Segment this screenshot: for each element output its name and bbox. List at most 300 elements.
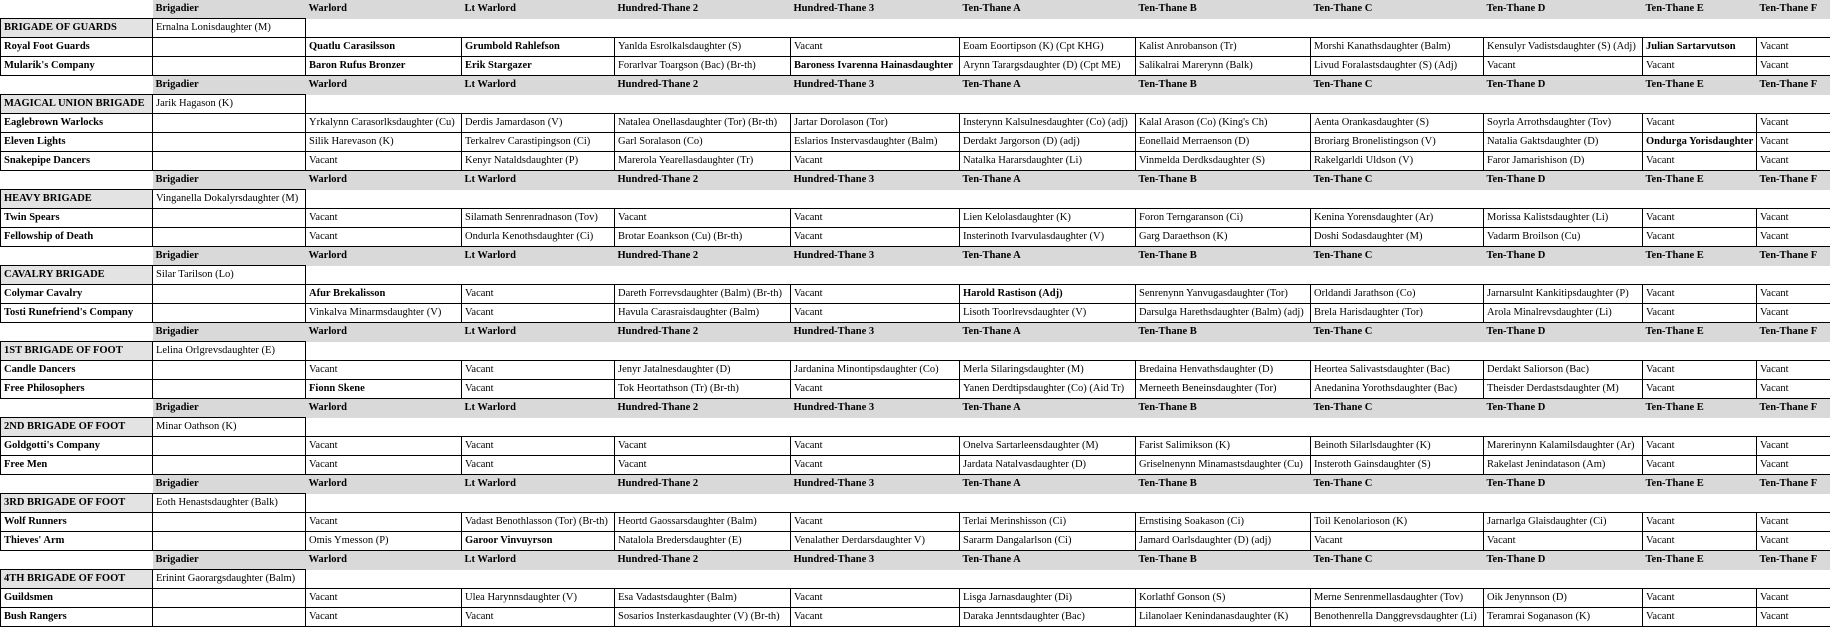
- column-header-ten-thane-b: Ten-Thane B: [1136, 0, 1311, 19]
- officer-cell-ten-thane-f: Vacant: [1757, 133, 1830, 152]
- brigade-row-spacer: [1136, 342, 1311, 361]
- brigadier-name: Eoth Henastsdaughter (Balk): [153, 494, 306, 513]
- column-header-ten-thane-e: Ten-Thane E: [1643, 0, 1757, 19]
- officer-cell-ten-thane-c: Beinoth Silarlsdaughter (K): [1311, 437, 1484, 456]
- officer-cell-brigadier: [153, 456, 306, 475]
- officer-cell-ten-thane-b: Griselnenynn Minamastsdaughter (Cu): [1136, 456, 1311, 475]
- officer-cell-ten-thane-c: Aenta Orankasdaughter (S): [1311, 114, 1484, 133]
- officer-cell-warlord: Yrkalynn Carasorlksdaughter (Cu): [306, 114, 462, 133]
- unit-row: [1, 532, 1830, 551]
- brigade-row-spacer: [1757, 418, 1830, 437]
- officer-cell-ten-thane-d: Arola Minalrevsdaughter (Li): [1484, 304, 1643, 323]
- unit-name: Royal Foot Guards: [1, 38, 153, 57]
- column-header-hundred-thane-2: Hundred-Thane 2: [615, 323, 791, 342]
- officer-cell-ten-thane-d: Faror Jamarishison (D): [1484, 152, 1643, 171]
- column-header-row: [1, 76, 1830, 95]
- unit-row: [1, 437, 1830, 456]
- brigade-row-1st-brigade-of-foot: [1, 342, 1830, 361]
- brigade-row-spacer: [306, 494, 462, 513]
- officer-cell-ten-thane-a: Terlai Merinshisson (Ci): [960, 513, 1136, 532]
- brigadier-name: Silar Tarilson (Lo): [153, 266, 306, 285]
- column-header-ten-thane-a: Ten-Thane A: [960, 475, 1136, 494]
- officer-cell-ten-thane-a: Arynn Tarargsdaughter (D) (Cpt ME): [960, 57, 1136, 76]
- officer-cell-hundred-thane-3: Venalather Derdarsdaughter V): [791, 532, 960, 551]
- unit-name: Free Men: [1, 456, 153, 475]
- brigade-row-spacer: [462, 266, 615, 285]
- officer-cell-hundred-thane-3: Vacant: [791, 304, 960, 323]
- officer-cell-lt-warlord: Vadast Benothlasson (Tor) (Br-th): [462, 513, 615, 532]
- brigade-row-spacer: [1311, 418, 1484, 437]
- brigade-row-cavalry-brigade: [1, 266, 1830, 285]
- officer-cell-warlord: Vacant: [306, 513, 462, 532]
- brigade-row-spacer: [960, 570, 1136, 589]
- brigade-row-spacer: [1311, 95, 1484, 114]
- officer-cell-ten-thane-d: Teramrai Soganason (K): [1484, 608, 1643, 627]
- officer-cell-ten-thane-e: Vacant: [1643, 361, 1757, 380]
- brigade-row-spacer: [1757, 570, 1830, 589]
- column-header-hundred-thane-2: Hundred-Thane 2: [615, 171, 791, 190]
- brigade-row-spacer: [960, 342, 1136, 361]
- roster-body: [1, 0, 1830, 627]
- officer-cell-ten-thane-d: Soyrla Arrothsdaughter (Tov): [1484, 114, 1643, 133]
- column-header-brigadier: Brigadier: [153, 323, 306, 342]
- unit-name: Candle Dancers: [1, 361, 153, 380]
- column-header-ten-thane-b: Ten-Thane B: [1136, 76, 1311, 95]
- officer-cell-lt-warlord: Terkalrev Carastipingson (Ci): [462, 133, 615, 152]
- officer-cell-brigadier: [153, 513, 306, 532]
- column-header-ten-thane-d: Ten-Thane D: [1484, 0, 1643, 19]
- officer-cell-warlord: Vacant: [306, 228, 462, 247]
- brigade-row-spacer: [615, 342, 791, 361]
- officer-cell-brigadier: [153, 608, 306, 627]
- unit-row: [1, 589, 1830, 608]
- brigade-row-spacer: [1643, 418, 1757, 437]
- officer-cell-ten-thane-e: Vacant: [1643, 532, 1757, 551]
- header-spacer: [1, 247, 153, 266]
- brigadier-name: Erinint Gaorargsdaughter (Balm): [153, 570, 306, 589]
- officer-cell-ten-thane-f: Vacant: [1757, 152, 1830, 171]
- column-header-ten-thane-d: Ten-Thane D: [1484, 171, 1643, 190]
- column-header-row: [1, 399, 1830, 418]
- officer-cell-lt-warlord: Vacant: [462, 361, 615, 380]
- officer-cell-hundred-thane-2: Tok Heortathson (Tr) (Br-th): [615, 380, 791, 399]
- unit-row: [1, 456, 1830, 475]
- column-header-warlord: Warlord: [306, 475, 462, 494]
- officer-cell-ten-thane-d: Kensulyr Vadistsdaughter (S) (Adj): [1484, 38, 1643, 57]
- brigade-name: BRIGADE OF GUARDS: [1, 19, 153, 38]
- brigade-row-heavy-brigade: [1, 190, 1830, 209]
- column-header-brigadier: Brigadier: [153, 399, 306, 418]
- brigade-row-spacer: [960, 266, 1136, 285]
- column-header-ten-thane-e: Ten-Thane E: [1643, 76, 1757, 95]
- column-header-lt-warlord: Lt Warlord: [462, 76, 615, 95]
- officer-cell-hundred-thane-3: Vacant: [791, 152, 960, 171]
- column-header-ten-thane-c: Ten-Thane C: [1311, 323, 1484, 342]
- column-header-hundred-thane-3: Hundred-Thane 3: [791, 551, 960, 570]
- brigade-row-spacer: [1311, 19, 1484, 38]
- brigade-row-spacer: [306, 418, 462, 437]
- column-header-lt-warlord: Lt Warlord: [462, 0, 615, 19]
- officer-cell-warlord: Vacant: [306, 589, 462, 608]
- brigade-row-spacer: [1484, 418, 1643, 437]
- officer-cell-ten-thane-a: Lien Kelolasdaughter (K): [960, 209, 1136, 228]
- column-header-ten-thane-a: Ten-Thane A: [960, 399, 1136, 418]
- brigade-row-spacer: [1136, 190, 1311, 209]
- officer-cell-hundred-thane-2: Jenyr Jatalnesdaughter (D): [615, 361, 791, 380]
- officer-cell-hundred-thane-2: Havula Carasraisdaughter (Balm): [615, 304, 791, 323]
- brigade-row-spacer: [960, 95, 1136, 114]
- officer-cell-warlord: Vacant: [306, 608, 462, 627]
- column-header-hundred-thane-3: Hundred-Thane 3: [791, 0, 960, 19]
- brigade-row-spacer: [960, 19, 1136, 38]
- officer-cell-ten-thane-b: Vinmelda Derdksdaughter (S): [1136, 152, 1311, 171]
- brigade-name: 3RD BRIGADE OF FOOT: [1, 494, 153, 513]
- brigade-row-4th-brigade-of-foot: [1, 570, 1830, 589]
- brigade-row-spacer: [1136, 494, 1311, 513]
- officer-cell-ten-thane-e: Vacant: [1643, 114, 1757, 133]
- officer-cell-ten-thane-c: Merne Senrenmellasdaughter (Tov): [1311, 589, 1484, 608]
- officer-cell-warlord: Vacant: [306, 361, 462, 380]
- brigade-row-spacer: [791, 266, 960, 285]
- column-header-brigadier: Brigadier: [153, 76, 306, 95]
- brigade-row-spacer: [462, 418, 615, 437]
- column-header-warlord: Warlord: [306, 551, 462, 570]
- unit-name: Twin Spears: [1, 209, 153, 228]
- unit-name: Tosti Runefriend's Company: [1, 304, 153, 323]
- brigade-row-spacer: [1643, 342, 1757, 361]
- unit-name: Goldgotti's Company: [1, 437, 153, 456]
- officer-cell-ten-thane-e: Vacant: [1643, 456, 1757, 475]
- officer-cell-ten-thane-e: Julian Sartarvutson: [1643, 38, 1757, 57]
- officer-cell-ten-thane-c: Brela Harisdaughter (Tor): [1311, 304, 1484, 323]
- column-header-ten-thane-c: Ten-Thane C: [1311, 551, 1484, 570]
- officer-cell-ten-thane-f: Vacant: [1757, 380, 1830, 399]
- column-header-ten-thane-b: Ten-Thane B: [1136, 247, 1311, 266]
- unit-row: [1, 285, 1830, 304]
- unit-row: [1, 114, 1830, 133]
- officer-cell-ten-thane-e: Vacant: [1643, 513, 1757, 532]
- brigade-row-spacer: [462, 342, 615, 361]
- officer-cell-brigadier: [153, 114, 306, 133]
- column-header-ten-thane-e: Ten-Thane E: [1643, 247, 1757, 266]
- brigade-row-spacer: [1484, 342, 1643, 361]
- unit-name: Colymar Cavalry: [1, 285, 153, 304]
- brigade-name: 4TH BRIGADE OF FOOT: [1, 570, 153, 589]
- column-header-hundred-thane-2: Hundred-Thane 2: [615, 0, 791, 19]
- officer-cell-ten-thane-e: Vacant: [1643, 304, 1757, 323]
- officer-cell-ten-thane-f: Vacant: [1757, 437, 1830, 456]
- header-spacer: [1, 0, 153, 19]
- officer-cell-ten-thane-b: Korlathf Gonson (S): [1136, 589, 1311, 608]
- unit-name: Fellowship of Death: [1, 228, 153, 247]
- brigade-row-spacer: [306, 95, 462, 114]
- header-spacer: [1, 475, 153, 494]
- column-header-ten-thane-d: Ten-Thane D: [1484, 247, 1643, 266]
- column-header-lt-warlord: Lt Warlord: [462, 171, 615, 190]
- brigade-row-spacer: [1484, 95, 1643, 114]
- header-spacer: [1, 399, 153, 418]
- column-header-ten-thane-a: Ten-Thane A: [960, 76, 1136, 95]
- brigade-row-spacer: [1136, 95, 1311, 114]
- brigade-row-spacer: [1757, 494, 1830, 513]
- column-header-ten-thane-e: Ten-Thane E: [1643, 475, 1757, 494]
- column-header-ten-thane-d: Ten-Thane D: [1484, 323, 1643, 342]
- officer-cell-ten-thane-f: Vacant: [1757, 589, 1830, 608]
- brigade-row-spacer: [615, 418, 791, 437]
- officer-cell-brigadier: [153, 304, 306, 323]
- brigade-row-spacer: [306, 570, 462, 589]
- column-header-hundred-thane-3: Hundred-Thane 3: [791, 323, 960, 342]
- column-header-ten-thane-e: Ten-Thane E: [1643, 323, 1757, 342]
- officer-cell-hundred-thane-2: Forarlvar Toargson (Bac) (Br-th): [615, 57, 791, 76]
- column-header-ten-thane-f: Ten-Thane F: [1757, 323, 1830, 342]
- officer-cell-brigadier: [153, 152, 306, 171]
- officer-cell-lt-warlord: Ondurla Kenothsdaughter (Ci): [462, 228, 615, 247]
- brigade-row-spacer: [615, 19, 791, 38]
- officer-cell-ten-thane-b: Kalal Arason (Co) (King's Ch): [1136, 114, 1311, 133]
- column-header-ten-thane-d: Ten-Thane D: [1484, 551, 1643, 570]
- brigadier-name: Minar Oathson (K): [153, 418, 306, 437]
- officer-cell-ten-thane-e: Vacant: [1643, 608, 1757, 627]
- brigade-row-spacer: [1311, 266, 1484, 285]
- column-header-ten-thane-b: Ten-Thane B: [1136, 171, 1311, 190]
- officer-cell-ten-thane-a: Natalka Hararsdaughter (Li): [960, 152, 1136, 171]
- officer-cell-ten-thane-e: Vacant: [1643, 228, 1757, 247]
- officer-cell-ten-thane-a: Sararm Dangalarlson (Ci): [960, 532, 1136, 551]
- officer-cell-ten-thane-c: Anedanina Yorothsdaughter (Bac): [1311, 380, 1484, 399]
- brigade-name: 2ND BRIGADE OF FOOT: [1, 418, 153, 437]
- column-header-warlord: Warlord: [306, 76, 462, 95]
- brigade-row-spacer: [1136, 418, 1311, 437]
- officer-cell-ten-thane-b: Ernstising Soakason (Ci): [1136, 513, 1311, 532]
- column-header-ten-thane-c: Ten-Thane C: [1311, 399, 1484, 418]
- unit-row: [1, 152, 1830, 171]
- brigade-row-spacer: [306, 266, 462, 285]
- officer-cell-ten-thane-b: Foron Terngaranson (Ci): [1136, 209, 1311, 228]
- column-header-lt-warlord: Lt Warlord: [462, 551, 615, 570]
- officer-cell-lt-warlord: Grumbold Rahlefson: [462, 38, 615, 57]
- officer-cell-hundred-thane-3: Vacant: [791, 228, 960, 247]
- column-header-hundred-thane-3: Hundred-Thane 3: [791, 475, 960, 494]
- column-header-ten-thane-a: Ten-Thane A: [960, 171, 1136, 190]
- column-header-ten-thane-f: Ten-Thane F: [1757, 551, 1830, 570]
- header-spacer: [1, 323, 153, 342]
- unit-row: [1, 133, 1830, 152]
- officer-cell-ten-thane-f: Vacant: [1757, 513, 1830, 532]
- brigade-row-spacer: [791, 418, 960, 437]
- brigade-row-spacer: [1484, 266, 1643, 285]
- brigade-row-spacer: [1136, 266, 1311, 285]
- unit-row: [1, 209, 1830, 228]
- column-header-ten-thane-b: Ten-Thane B: [1136, 399, 1311, 418]
- officer-cell-brigadier: [153, 285, 306, 304]
- column-header-ten-thane-e: Ten-Thane E: [1643, 399, 1757, 418]
- officer-cell-hundred-thane-3: Eslarios Instervasdaughter (Balm): [791, 133, 960, 152]
- officer-cell-ten-thane-d: Derdakt Saliorson (Bac): [1484, 361, 1643, 380]
- unit-name: Wolf Runners: [1, 513, 153, 532]
- column-header-hundred-thane-3: Hundred-Thane 3: [791, 247, 960, 266]
- brigade-row-spacer: [462, 95, 615, 114]
- brigade-row-spacer: [1311, 570, 1484, 589]
- column-header-ten-thane-f: Ten-Thane F: [1757, 0, 1830, 19]
- officer-cell-ten-thane-c: Heortea Salivastsdaughter (Bac): [1311, 361, 1484, 380]
- brigade-row-spacer: [960, 494, 1136, 513]
- unit-row: [1, 361, 1830, 380]
- officer-cell-warlord: Vinkalva Minarmsdaughter (V): [306, 304, 462, 323]
- officer-cell-ten-thane-f: Vacant: [1757, 38, 1830, 57]
- column-header-hundred-thane-2: Hundred-Thane 2: [615, 399, 791, 418]
- brigade-row-spacer: [306, 342, 462, 361]
- column-header-row: [1, 247, 1830, 266]
- officer-cell-warlord: Fionn Skene: [306, 380, 462, 399]
- officer-cell-warlord: Vacant: [306, 152, 462, 171]
- officer-cell-lt-warlord: Kenyr Nataldsdaughter (P): [462, 152, 615, 171]
- officer-cell-ten-thane-f: Vacant: [1757, 209, 1830, 228]
- brigadier-name: Jarik Hagason (K): [153, 95, 306, 114]
- brigade-row-spacer: [306, 190, 462, 209]
- officer-cell-warlord: Vacant: [306, 209, 462, 228]
- officer-cell-ten-thane-d: Vacant: [1484, 532, 1643, 551]
- column-header-lt-warlord: Lt Warlord: [462, 247, 615, 266]
- officer-cell-lt-warlord: Vacant: [462, 608, 615, 627]
- officer-cell-warlord: Omis Ymesson (P): [306, 532, 462, 551]
- column-header-brigadier: Brigadier: [153, 0, 306, 19]
- unit-name: Snakepipe Dancers: [1, 152, 153, 171]
- officer-cell-ten-thane-f: Vacant: [1757, 285, 1830, 304]
- column-header-ten-thane-a: Ten-Thane A: [960, 0, 1136, 19]
- brigade-row-spacer: [615, 95, 791, 114]
- brigade-row-spacer: [791, 19, 960, 38]
- column-header-ten-thane-a: Ten-Thane A: [960, 323, 1136, 342]
- officer-cell-brigadier: [153, 133, 306, 152]
- column-header-hundred-thane-2: Hundred-Thane 2: [615, 76, 791, 95]
- brigade-row-spacer: [1311, 494, 1484, 513]
- officer-cell-ten-thane-e: Vacant: [1643, 209, 1757, 228]
- column-header-hundred-thane-2: Hundred-Thane 2: [615, 551, 791, 570]
- unit-name: Eleven Lights: [1, 133, 153, 152]
- brigade-row-spacer: [1643, 190, 1757, 209]
- officer-cell-ten-thane-d: Theisder Derdastsdaughter (M): [1484, 380, 1643, 399]
- officer-cell-hundred-thane-2: Heortd Gaossarsdaughter (Balm): [615, 513, 791, 532]
- officer-cell-ten-thane-e: Vacant: [1643, 285, 1757, 304]
- brigade-row-spacer: [1643, 494, 1757, 513]
- column-header-lt-warlord: Lt Warlord: [462, 323, 615, 342]
- officer-cell-brigadier: [153, 57, 306, 76]
- brigade-row-spacer: [1311, 190, 1484, 209]
- officer-cell-ten-thane-b: Jamard Oarlsdaughter (D) (adj): [1136, 532, 1311, 551]
- unit-name: Guildsmen: [1, 589, 153, 608]
- officer-cell-ten-thane-c: Toil Kenolarioson (K): [1311, 513, 1484, 532]
- brigade-row-2nd-brigade-of-foot: [1, 418, 1830, 437]
- officer-cell-ten-thane-a: Harold Rastison (Adj): [960, 285, 1136, 304]
- officer-cell-ten-thane-a: Lisga Jarnasdaughter (Di): [960, 589, 1136, 608]
- officer-cell-warlord: Baron Rufus Bronzer: [306, 57, 462, 76]
- officer-cell-hundred-thane-2: Vacant: [615, 456, 791, 475]
- brigade-row-spacer: [615, 266, 791, 285]
- officer-cell-ten-thane-f: Vacant: [1757, 57, 1830, 76]
- brigade-row-spacer: [791, 95, 960, 114]
- officer-cell-ten-thane-b: Farist Salimikson (K): [1136, 437, 1311, 456]
- officer-cell-ten-thane-f: Vacant: [1757, 228, 1830, 247]
- brigade-row-spacer: [791, 570, 960, 589]
- column-header-row: [1, 551, 1830, 570]
- column-header-ten-thane-b: Ten-Thane B: [1136, 475, 1311, 494]
- officer-cell-hundred-thane-3: Baroness Ivarenna Hainasdaughter: [791, 57, 960, 76]
- unit-row: [1, 513, 1830, 532]
- officer-cell-ten-thane-c: Benothenrella Danggrevsdaughter (Li): [1311, 608, 1484, 627]
- brigadier-name: Vinganella Dokalyrsdaughter (M): [153, 190, 306, 209]
- brigadier-name: Ernalna Lonisdaughter (M): [153, 19, 306, 38]
- brigade-row-spacer: [1757, 190, 1830, 209]
- officer-cell-ten-thane-c: Kenina Yorensdaughter (Ar): [1311, 209, 1484, 228]
- brigade-name: MAGICAL UNION BRIGADE: [1, 95, 153, 114]
- column-header-ten-thane-d: Ten-Thane D: [1484, 76, 1643, 95]
- unit-row: [1, 608, 1830, 627]
- officer-cell-lt-warlord: Vacant: [462, 437, 615, 456]
- brigade-row-spacer: [791, 190, 960, 209]
- header-spacer: [1, 171, 153, 190]
- column-header-ten-thane-b: Ten-Thane B: [1136, 323, 1311, 342]
- officer-cell-ten-thane-b: Garg Daraethson (K): [1136, 228, 1311, 247]
- column-header-warlord: Warlord: [306, 323, 462, 342]
- officer-cell-ten-thane-b: Darsulga Harethsdaughter (Balm) (adj): [1136, 304, 1311, 323]
- officer-cell-warlord: Afur Brekalisson: [306, 285, 462, 304]
- officer-cell-ten-thane-d: Jarnarsulnt Kankitipsdaughter (P): [1484, 285, 1643, 304]
- brigade-name: 1ST BRIGADE OF FOOT: [1, 342, 153, 361]
- column-header-hundred-thane-2: Hundred-Thane 2: [615, 475, 791, 494]
- officer-cell-ten-thane-f: Vacant: [1757, 608, 1830, 627]
- officer-cell-ten-thane-a: Onelva Sartarleensdaughter (M): [960, 437, 1136, 456]
- officer-cell-lt-warlord: Ulea Harynnsdaughter (V): [462, 589, 615, 608]
- officer-cell-ten-thane-f: Vacant: [1757, 456, 1830, 475]
- column-header-warlord: Warlord: [306, 247, 462, 266]
- officer-cell-hundred-thane-3: Vacant: [791, 209, 960, 228]
- officer-cell-ten-thane-d: Morissa Kalistsdaughter (Li): [1484, 209, 1643, 228]
- header-spacer: [1, 76, 153, 95]
- officer-cell-ten-thane-c: Morshi Kanathsdaughter (Balm): [1311, 38, 1484, 57]
- brigade-name: CAVALRY BRIGADE: [1, 266, 153, 285]
- officer-cell-ten-thane-c: Insteroth Gainsdaughter (S): [1311, 456, 1484, 475]
- brigade-row-spacer: [462, 494, 615, 513]
- brigade-row-spacer: [1757, 19, 1830, 38]
- brigade-row-spacer: [462, 19, 615, 38]
- column-header-brigadier: Brigadier: [153, 247, 306, 266]
- column-header-hundred-thane-3: Hundred-Thane 3: [791, 399, 960, 418]
- officer-cell-hundred-thane-2: Vacant: [615, 437, 791, 456]
- column-header-hundred-thane-2: Hundred-Thane 2: [615, 247, 791, 266]
- officer-cell-brigadier: [153, 209, 306, 228]
- column-header-ten-thane-a: Ten-Thane A: [960, 247, 1136, 266]
- brigade-row-spacer: [462, 570, 615, 589]
- officer-cell-ten-thane-a: Merla Silaringsdaughter (M): [960, 361, 1136, 380]
- officer-cell-hundred-thane-2: Natalea Onellasdaughter (Tor) (Br-th): [615, 114, 791, 133]
- officer-cell-lt-warlord: Garoor Vinvuyrson: [462, 532, 615, 551]
- officer-cell-ten-thane-f: Vacant: [1757, 532, 1830, 551]
- column-header-ten-thane-f: Ten-Thane F: [1757, 247, 1830, 266]
- officer-cell-ten-thane-b: Eonellaid Merraenson (D): [1136, 133, 1311, 152]
- brigade-row-spacer: [1484, 570, 1643, 589]
- column-header-warlord: Warlord: [306, 171, 462, 190]
- officer-cell-ten-thane-e: Vacant: [1643, 57, 1757, 76]
- unit-row: [1, 304, 1830, 323]
- column-header-brigadier: Brigadier: [153, 171, 306, 190]
- officer-cell-ten-thane-d: Vacant: [1484, 57, 1643, 76]
- column-header-lt-warlord: Lt Warlord: [462, 475, 615, 494]
- column-header-hundred-thane-3: Hundred-Thane 3: [791, 171, 960, 190]
- officer-cell-brigadier: [153, 361, 306, 380]
- officer-cell-ten-thane-e: Ondurga Yorisdaughter: [1643, 133, 1757, 152]
- officer-cell-ten-thane-e: Vacant: [1643, 589, 1757, 608]
